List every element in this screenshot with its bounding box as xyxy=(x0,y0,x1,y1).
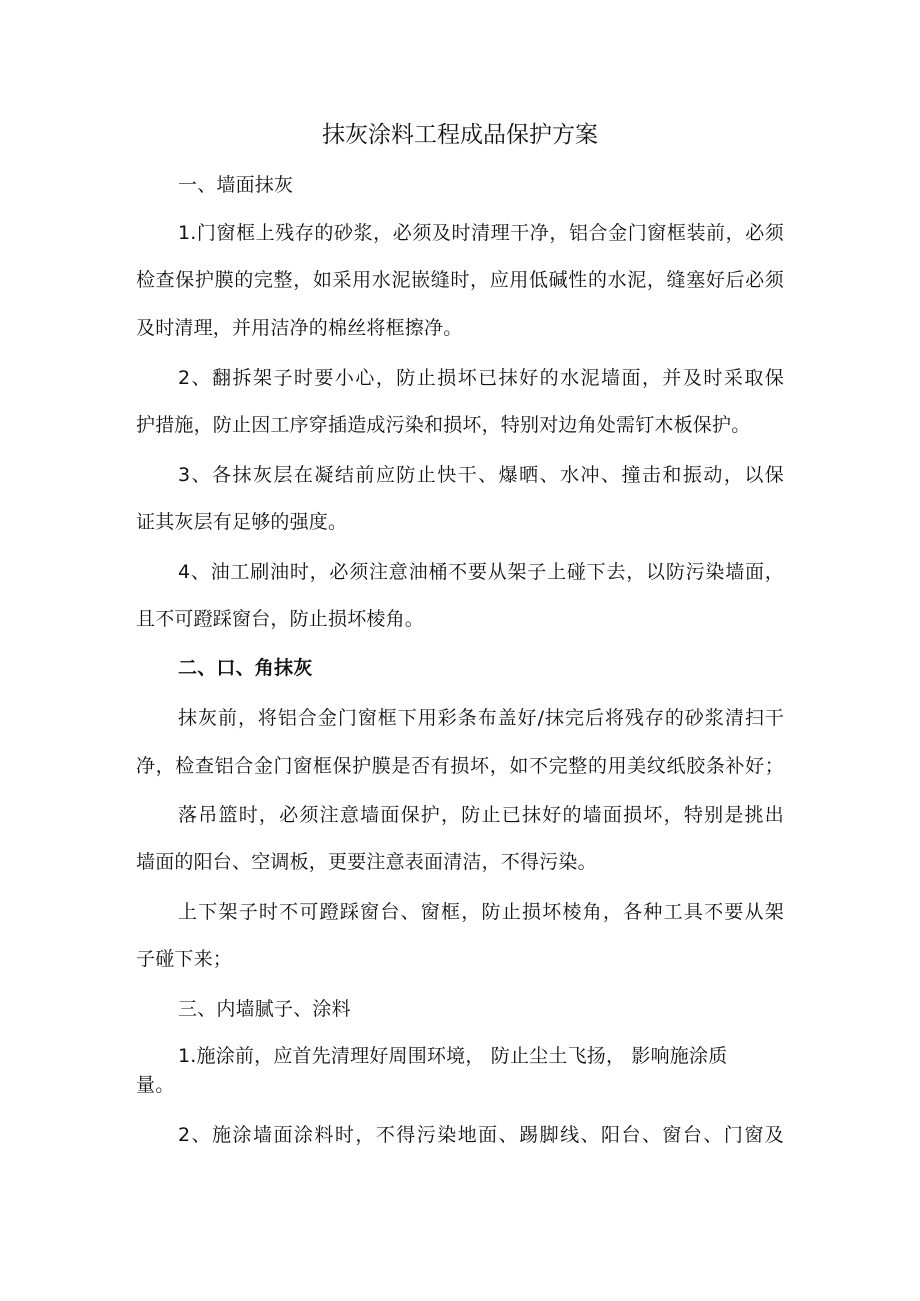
paragraph-line: 4、油工刷油时，必须注意油桶不要从架子上碰下去，以防污染墙面， xyxy=(178,561,784,583)
section-heading-opening-corner-plastering: 二、口、角抹灰 xyxy=(178,657,313,679)
paragraph-line: 抹灰前，将铝合金门窗框下用彩条布盖好/抹完后将残存的砂浆清扫干 xyxy=(178,707,784,729)
paragraph-line: 1.施涂前，应首先清理好周围环境， 防止尘土飞扬， 影响施涂质 xyxy=(178,1045,728,1067)
paragraph-line: 2、施涂墙面涂料时，不得污染地面、踢脚线、阳台、窗台、门窗及 xyxy=(178,1124,784,1146)
paragraph-line: 上下架子时不可蹬踩窗台、窗框，防止损坏棱角，各种工具不要从架 xyxy=(178,901,784,923)
paragraph-line: 子碰下来； xyxy=(136,948,233,970)
paragraph-line: 护措施，防止因工序穿插造成污染和损坏，特别对边角处需钉木板保护。 xyxy=(136,414,751,436)
section-heading-wall-plastering: 一、墙面抹灰 xyxy=(178,174,294,196)
paragraph-line: 2、翻拆架子时要小心，防止损坏已抹好的水泥墙面，并及时采取保 xyxy=(178,367,784,389)
paragraph-line: 且不可蹬踩窗台，防止损坏棱角。 xyxy=(136,608,425,630)
section-heading-interior-putty-coating: 三、内墙腻子、涂料 xyxy=(178,998,351,1020)
paragraph-line: 落吊篮时，必须注意墙面保护，防止已抹好的墙面损坏，特别是挑出 xyxy=(178,804,784,826)
paragraph-line: 检查保护膜的完整，如采用水泥嵌缝时，应用低碱性的水泥，缝塞好后必须 xyxy=(136,269,784,291)
paragraph-line: 及时清理，并用洁净的棉丝将框擦净。 xyxy=(136,317,463,339)
paragraph-line: 墙面的阳台、空调板，更要注意表面清洁，不得污染。 xyxy=(136,851,597,873)
document-title: 抹灰涂料工程成品保护方案 xyxy=(322,122,598,148)
paragraph-line: 证其灰层有足够的强度。 xyxy=(136,511,348,533)
paragraph-line: 3、各抹灰层在凝结前应防止快干、爆晒、水冲、撞击和振动，以保 xyxy=(178,464,784,486)
paragraph-line: 1.门窗框上残存的砂浆，必须及时清理干净，铝合金门窗框装前，必须 xyxy=(178,222,784,244)
paragraph-line: 量。 xyxy=(136,1074,175,1096)
paragraph-line: 净，检查铝合金门窗框保护膜是否有损坏，如不完整的用美纹纸胶条补好； xyxy=(136,755,784,777)
